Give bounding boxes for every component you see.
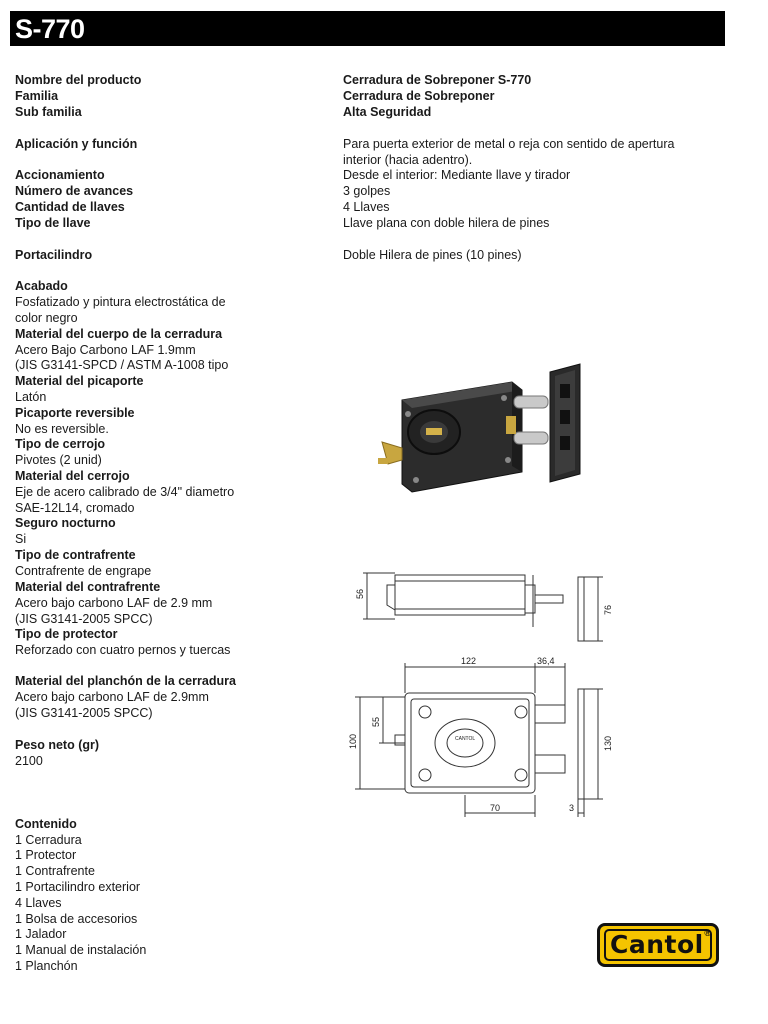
- brand-logo: [597, 923, 719, 967]
- section-text: Reforzado con cuatro pernos y tuercas: [15, 643, 231, 657]
- section-text: (JIS G3141-2005 SPCC): [15, 706, 153, 720]
- section-heading-tipo-contrafrente: Tipo de contrafrente: [15, 548, 136, 562]
- page-title: S-770: [15, 14, 85, 44]
- spec-label-accionamiento: Accionamiento: [15, 168, 105, 182]
- spec-value-portacilindro: Doble Hilera de pines (10 pines): [343, 248, 522, 262]
- dim-3: 3: [569, 803, 575, 813]
- section-heading-material-cerrojo: Material del cerrojo: [15, 469, 130, 483]
- section-text: Pivotes (2 unid): [15, 453, 102, 467]
- spec-label-aplicacion: Aplicación y función: [15, 137, 138, 151]
- section-text: (JIS G3141-2005 SPCC): [15, 612, 153, 626]
- contents-item: 4 Llaves: [15, 896, 62, 910]
- dim-70: 70: [490, 803, 501, 813]
- spec-label-tipo-llave: Tipo de llave: [15, 216, 91, 230]
- dim-122: 122: [461, 656, 477, 666]
- section-heading-seguro: Seguro nocturno: [15, 516, 116, 530]
- spec-value-aplicacion-line2: interior (hacia adentro).: [343, 153, 473, 167]
- spec-label-subfamilia: Sub familia: [15, 105, 82, 119]
- section-heading-material-contrafrente: Material del contrafrente: [15, 580, 161, 594]
- dim-56: 56: [355, 588, 365, 599]
- contents-item: 1 Cerradura: [15, 833, 82, 847]
- contents-item: 1 Contrafrente: [15, 864, 95, 878]
- spec-value-subfamilia: Alta Seguridad: [343, 105, 432, 119]
- section-heading-picaporte: Material del picaporte: [15, 374, 144, 388]
- section-heading-peso: Peso neto (gr): [15, 738, 100, 752]
- spec-label-familia: Familia: [15, 89, 59, 103]
- section-text: 2100: [15, 754, 43, 768]
- section-text: (JIS G3141-SPCD / ASTM A-1008 tipo: [15, 358, 229, 372]
- contents-item: 1 Bolsa de accesorios: [15, 912, 138, 926]
- spec-value-familia: Cerradura de Sobreponer: [343, 89, 495, 103]
- section-text: Latón: [15, 390, 47, 404]
- section-heading-acabado: Acabado: [15, 279, 68, 293]
- dim-100: 100: [348, 733, 358, 749]
- dim-76: 76: [603, 604, 613, 615]
- section-text: Acero bajo carbono LAF de 2.9mm: [15, 690, 209, 704]
- section-text: Si: [15, 532, 27, 546]
- contents-item: 1 Manual de instalación: [15, 943, 147, 957]
- section-text: No es reversible.: [15, 422, 109, 436]
- contents-item: 1 Portacilindro exterior: [15, 880, 141, 894]
- section-text: SAE-12L14, cromado: [15, 501, 135, 515]
- section-text: color negro: [15, 311, 78, 325]
- section-text: Eje de acero calibrado de 3/4" diametro: [15, 485, 235, 499]
- spec-value-tipo-llave: Llave plana con doble hilera de pines: [343, 216, 550, 230]
- spec-value-accionamiento: Desde el interior: Mediante llave y tirador: [343, 168, 571, 182]
- product-photo: [372, 362, 592, 502]
- dim-130: 130: [603, 735, 613, 751]
- section-heading-tipo-cerrojo: Tipo de cerrojo: [15, 437, 106, 451]
- contents-heading: Contenido: [15, 817, 77, 831]
- section-heading-planchon: Material del planchón de la cerradura: [15, 674, 236, 688]
- section-heading-cuerpo: Material del cuerpo de la cerradura: [15, 327, 223, 341]
- spec-value-nombre: Cerradura de Sobreponer S-770: [343, 73, 532, 87]
- section-text: Contrafrente de engrape: [15, 564, 152, 578]
- drawing-cylinder-label: CANTOL: [455, 736, 476, 742]
- spec-value-llaves: 4 Llaves: [343, 200, 390, 214]
- spec-label-portacilindro: Portacilindro: [15, 248, 93, 262]
- section-heading-picaporte-reversible: Picaporte reversible: [15, 406, 135, 420]
- section-heading-protector: Tipo de protector: [15, 627, 118, 641]
- technical-drawing: [345, 555, 615, 825]
- section-text: Acero Bajo Carbono LAF 1.9mm: [15, 343, 196, 357]
- dim-55: 55: [371, 716, 381, 727]
- contents-item: 1 Planchón: [15, 959, 78, 973]
- title-bar: [10, 11, 725, 46]
- contents-item: 1 Jalador: [15, 927, 67, 941]
- brand-logo-mark: ®: [704, 928, 711, 938]
- spec-label-llaves: Cantidad de llaves: [15, 200, 125, 214]
- section-text: Fosfatizado y pintura electrostática de: [15, 295, 226, 309]
- contents-item: 1 Protector: [15, 848, 77, 862]
- section-text: Acero bajo carbono LAF de 2.9 mm: [15, 596, 213, 610]
- spec-label-nombre: Nombre del producto: [15, 73, 142, 87]
- brand-logo-text: Cantol: [610, 930, 704, 959]
- spec-value-avances: 3 golpes: [343, 184, 391, 198]
- dim-36-4: 36,4: [537, 656, 555, 666]
- spec-value-aplicacion: Para puerta exterior de metal o reja con sentido de apertura: [343, 137, 675, 151]
- spec-label-avances: Número de avances: [15, 184, 134, 198]
